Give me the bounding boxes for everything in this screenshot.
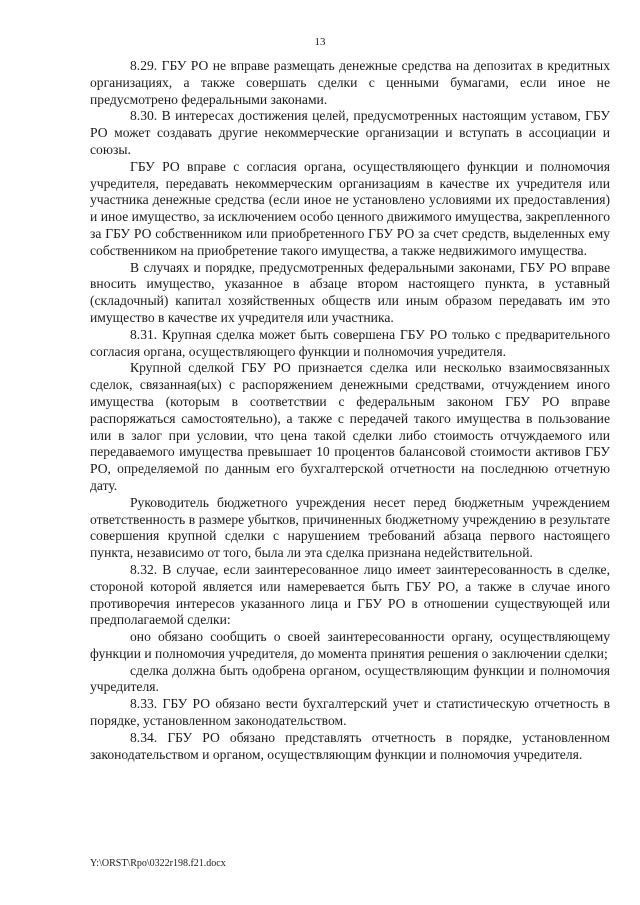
page-number: 13 [314,36,326,48]
paragraph-8-30-capital-contribution: В случаях и порядке, предусмотренных федеральными законами, ГБУ РО вправе вносить имущество, указанное в абзаце втором настоящего пункта, в уставный (складочный) капитал хозяйственных обществ или иным образом передавать им это имущество в качестве их учредителя или участника. [90,259,610,325]
paragraph-8-32-notify-duty: оно обязано сообщить о своей заинтересованности органу, осуществляющему функции и полномочия учредителя, до момента принятия решения о заключении сделки; [90,629,610,661]
paragraph-8-30-transfer-rights: ГБУ РО вправе с согласия органа, осуществляющего функции и полномочия учредителя, передавать некоммерческим организациям в качестве их учредителя или участника денежные средства (если иное не установлено условиями их предоставления) и иное имущество, за исключением особо ценного движимого имущества, закрепленного за ГБУ РО собственником или приобретенного ГБУ РО за счет средств, выделенных ему собственником на приобретение такого имущества, а также недвижимого имущества. [90,158,610,258]
document-body [90,58,610,763]
paragraph-8-31: 8.31. Крупная сделка может быть совершена ГБУ РО только с предварительного согласия органа, осуществляющего функции и полномочия учредителя. [90,326,610,359]
paragraph-8-32: 8.32. В случае, если заинтересованное лицо имеет заинтересованность в сделке, стороной которой является или намеревается быть ГБУ РО, а также в случае иного противоречия интересов указанного лица и ГБУ РО в отношении существующей или предполагаемой сделки: [90,561,610,628]
paragraph-8-31-head-liability: Руководитель бюджетного учреждения несет перед бюджетным учреждением ответственность в размере убытков, причиненных бюджетному учреждению в результате совершения крупной сделки с нарушением требований абзаца первого настоящего пункта, независимо от того, была ли эта сделка признана недействительной. [90,494,610,561]
paragraph-8-34: 8.34. ГБУ РО обязано представлять отчетность в порядке, установленном законодательством и органом, осуществляющим функции и полномочия учредителя. [90,729,610,762]
paragraph-8-29: 8.29. ГБУ РО не вправе размещать денежные средства на депозитах в кредитных организациях, а также совершать сделки с ценными бумагами, если иное не предусмотрено федеральными законами. [90,58,610,107]
paragraph-8-33: 8.33. ГБУ РО обязано вести бухгалтерский учет и статистическую отчетность в порядке, установленном законодательством. [90,696,610,729]
paragraph-8-32-approval: сделка должна быть одобрена органом, осуществляющим функции и полномочия учредителя. [90,662,610,695]
paragraph-8-31-major-deal-definition: Крупной сделкой ГБУ РО признается сделка или несколько взаимосвязанных сделок, связанная(ых) с распоряжением денежными средствами, отчуждением иного имущества (которым в соответствии с федеральным законом ГБУ РО вправе распоряжаться самостоятельно), а также с передачей такого имущества в пользование или в залог при условии, что цена такой сделки либо стоимость отчуждаемого или передаваемого имущества превышает 10 процентов балансовой стоимости активов ГБУ РО, определяемой по данным его бухгалтерской отчетности на последнюю отчетную дату. [90,360,610,493]
paragraph-8-30: 8.30. В интересах достижения целей, предусмотренных настоящим уставом, ГБУ РО может создавать другие некоммерческие организации и вступать в ассоциации и союзы. [90,108,610,157]
file-path-footer: Y:\ORST\Rpo\0322r198.f21.docx [90,858,226,869]
